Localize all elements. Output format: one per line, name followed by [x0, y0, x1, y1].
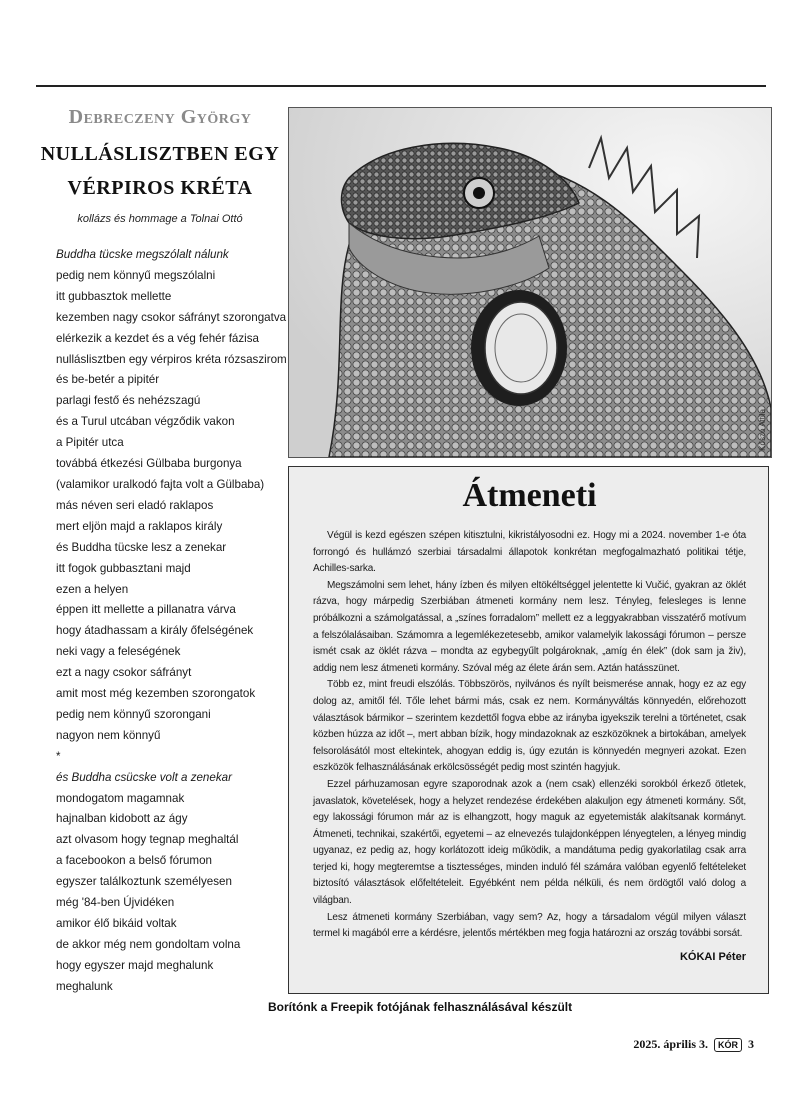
poem-line: itt gubbasztok mellette [56, 289, 172, 303]
editorial-paragraph: Több ez, mint freudi elszólás. Többszörös, nyilvános és nyílt beismerése annak, hogy ez az egy dolog az, amitől fél. Tőle lehet bármi más, csak ez nem. Kormányváltás könnyedén, előrehozott választások bármikor – szerintem kezdettől fogva ebbe az irányba igyekszik terelni a történetet, csak közben húzza az időt –, mert abban bízik, hogy mindazoknak az eszközöknek a birtokában, amelyek felsorolásától most eltekintek, ahogyan eddig is, úgy ezután is könnyedén megnyeri azokat. Ezen eszközök felhasználásának erkölcsösségét pedig most szintén hagyjuk. [313, 679, 746, 774]
poem-line: és a Turul utcában végződik vakon [56, 415, 235, 429]
photo-credit: Kőszó Attila [758, 409, 767, 451]
poem-line: mondogatom magamnak [56, 791, 185, 805]
editorial-body [313, 528, 746, 943]
editorial-paragraph: Megszámolni sem lehet, hány ízben és milyen eltökéltséggel jelentette ki Vučić, gyakran az öklét rázva, hogy márpedig Szerbiában átmeneti kormány nem lesz. Tényleg, felesleges is lenne próbálkozni a számolgatással, a „színes forradalom” mellett ez a leggyakrabban visszatérő motívum a felszólalásaiban. Számomra a legemlékezetesebb, amikor valamelyik lakossági fórumon – persze ismét csak az öklét rázva – mondta az egybegyűlt polgároknak, „amíg én élek” (dok sam ja živ), addig nem lesz átmeneti kormány. Szóval még az élete árán sem. Aztán hatásszünet. [313, 579, 746, 674]
poem-line: * [56, 749, 61, 763]
iguana-illustration [289, 108, 771, 457]
poem-line: nagyon nem könnyű [56, 728, 161, 742]
poem-line: mert eljön majd a raklapos király [56, 519, 223, 533]
poem-line: Buddha tücske megszólalt nálunk [56, 248, 229, 261]
page-footer [633, 1037, 754, 1052]
poem-line: egyszer találkoztunk személyesen [56, 875, 232, 889]
poem-line: hajnalban kidobott az ágy [56, 812, 188, 826]
poem-body [56, 245, 288, 998]
poem-line: a Pipitér utca [56, 436, 124, 450]
poem-line: pedig nem könnyű megszólalni [56, 268, 216, 282]
poem-line: parlagi festő és nehézszagú [56, 394, 201, 408]
cover-photo [288, 107, 772, 458]
page-number: 3 [748, 1037, 754, 1051]
poem-line: a facebookon a belső fórumon [56, 854, 212, 868]
poem-title-line-2: VÉRPIROS KRÉTA [67, 177, 253, 199]
editorial-paragraph: Lesz átmeneti kormány Szerbiában, vagy sem? Az, hogy a társadalom végül milyen választ termel ki magából erre a kérdésre, jelentős mértékben meg fogja határozni az ország további sorsát. [313, 911, 746, 940]
poem-line: pedig nem könnyű szorongani [56, 707, 211, 721]
poem-line: elérkezik a kezdet és a vég fehér fázisa [56, 331, 259, 345]
poem-author: Debreczeny György [68, 106, 252, 128]
poem-line: neki vagy a feleségének [56, 645, 181, 659]
poem-line: hogy átadhassam a király őfelségének [56, 624, 254, 638]
poem-line: más néven seri eladó raklapos [56, 498, 214, 512]
poem-line: továbbá étkezési Gülbaba burgonya [56, 457, 242, 471]
editorial-signature: KÓKAI Péter [679, 950, 746, 963]
cover-caption: Borítónk a Freepik fotójának felhasználásával készült [268, 1000, 573, 1014]
poem-line: éppen itt mellette a pillanatra várva [56, 603, 236, 617]
editorial-paragraph: Végül is kezd egészen szépen kitisztulni, kikristályosodni ez. Hogy mi a 2024. november 1-e óta forrongó és hullámzó szerbiai társadalmi állapotok konkrétan megfogalmazható politikai tétje, Achilles-sarka. [313, 530, 746, 575]
issue-date: 2025. április 3. [633, 1037, 708, 1051]
top-rule [36, 85, 766, 87]
poem-line: de akkor még nem gondoltam volna [56, 937, 241, 951]
poem-line: kezemben nagy csokor sáfrányt szorongatva [56, 310, 287, 324]
poem-line: meghalunk [56, 979, 113, 993]
poem-line: nulláslisztben egy vérpiros kréta rózsaszirom [56, 352, 287, 366]
poem-line: és Buddha csücske volt a zenekar [56, 770, 232, 784]
poem-line: amit most még kezemben szorongatok [56, 687, 256, 701]
editorial-paragraph: Ezzel párhuzamosan egyre szaporodnak azok a (nem csak) ellenzéki sorokból érkező ötletek, javaslatok, követelések, hogy a helyzet rendezése érdekében alakuljon egy átmeneti kormány. Sőt, egy lakossági fórumon már az is elhangzott, hogy maguk az egyetemisták alakítsanak kormányt. Átmeneti, technikai, szakértői, egyetemi – az elnevezés tulajdonképpen lényegtelen, a lényeg mindig ugyanaz, ez pedig az, hogy korlátozott ideig működik, a mandátuma pedig gyakorlatilag csak arra terjed ki, hogy megteremtse a tisztességes, minden induló fél számára valóban egyenlő feltételeket biztosító választások előfeltételeit. Egyébként nem példa nélküli, és nem ördögtől való dolog a világban. [313, 778, 746, 907]
editorial-title: Átmeneti [462, 477, 597, 514]
poem-subtitle: kollázs és hommage a Tolnai Ottó [77, 213, 243, 225]
poem-line: és Buddha tücske lesz a zenekar [56, 540, 227, 554]
poem-title-line-1: NULLÁSLISZTBEN EGY [40, 143, 280, 165]
poem-header [36, 100, 284, 225]
poem-line: (valamikor uralkodó fajta volt a Gülbaba) [56, 477, 265, 491]
poem-line: amikor élő bikáid voltak [56, 917, 177, 930]
poem-line: és be-betér a pipitér [56, 373, 160, 387]
poem-line: hogy egyszer majd meghalunk [56, 958, 214, 972]
poem-line: itt fogok gubbasztani majd [56, 561, 191, 575]
poem-line: ezt a nagy csokor sáfrányt [56, 666, 192, 680]
magazine-logo: KÓR [714, 1038, 742, 1052]
poem-line: azt olvasom hogy tegnap meghaltál [56, 833, 239, 847]
poem-line: ezen a helyen [56, 582, 129, 596]
poem-line: még '84-ben Újvidéken [56, 896, 175, 910]
editorial-box [288, 466, 769, 994]
